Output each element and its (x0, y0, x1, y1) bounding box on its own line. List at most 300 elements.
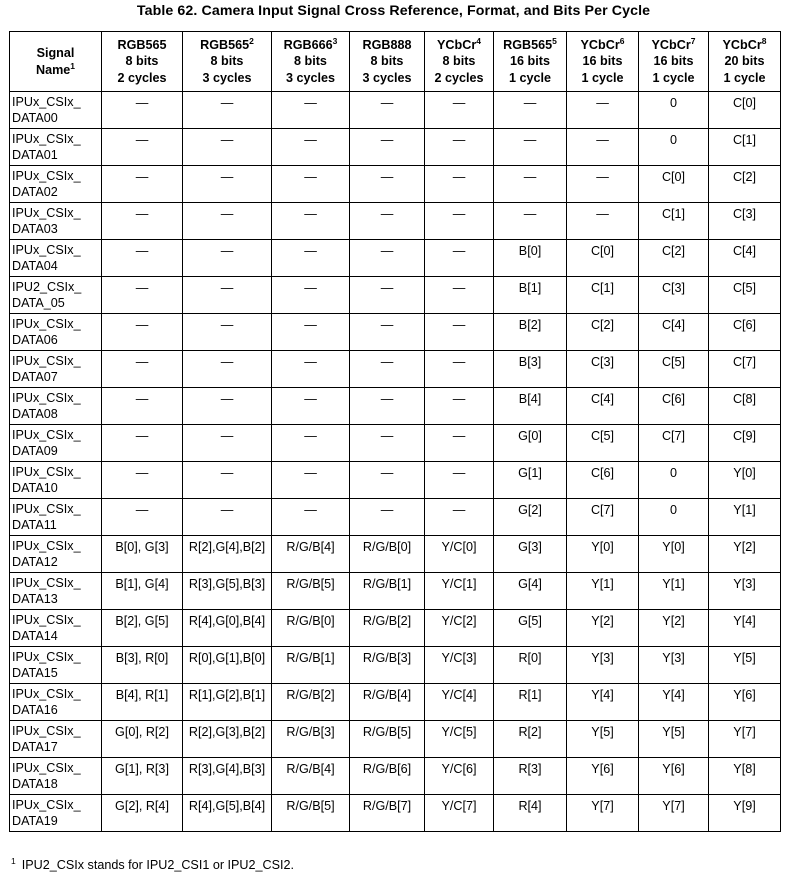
table-cell: C[0] (709, 92, 781, 129)
column-header-1 (102, 32, 183, 92)
table-cell: C[1] (639, 203, 709, 240)
signal-name-line: DATA00 (12, 111, 58, 125)
signal-name-line: IPUx_CSIx_ (12, 169, 81, 183)
footnote-reference: 8 (761, 35, 767, 46)
table-row (10, 388, 781, 425)
table-cell: C[7] (567, 499, 639, 536)
table-cell: C[4] (639, 314, 709, 351)
table-cell: G[4] (494, 573, 567, 610)
table-cell: Y[2] (567, 610, 639, 647)
table-cell: B[4] (494, 388, 567, 425)
column-header-text: YCbCr (722, 37, 762, 52)
table-cell: C[7] (709, 351, 781, 388)
table-cell: — (102, 462, 183, 499)
column-header-line: 8 bits (125, 54, 159, 69)
signal-name-line: DATA12 (12, 555, 58, 569)
table-cell: — (425, 351, 494, 388)
table-cell: — (183, 499, 272, 536)
table-cell: — (272, 388, 350, 425)
column-header-8 (639, 32, 709, 92)
footnote-reference: 5 (552, 35, 557, 46)
table-cell: R/G/B[5] (272, 573, 350, 610)
footnote-reference: 2 (249, 35, 254, 46)
table-cell: — (183, 240, 272, 277)
table-cell: B[0] (494, 240, 567, 277)
signal-name-line: IPUx_CSIx_ (12, 465, 81, 479)
table-cell: C[4] (567, 388, 639, 425)
table-cell: B[3], R[0] (102, 647, 183, 684)
signal-name-line: DATA14 (12, 629, 58, 643)
column-header-line (10, 62, 101, 79)
table-row (10, 277, 781, 314)
signal-name-line: DATA_05 (12, 296, 65, 310)
table-cell: R[4] (494, 795, 567, 832)
signal-name-line: DATA13 (12, 592, 58, 606)
table-row (10, 536, 781, 573)
table-title: Table 62. Camera Input Signal Cross Reference, Format, and Bits Per Cycle (136, 3, 651, 19)
table-cell: — (183, 462, 272, 499)
table-cell: Y[6] (567, 758, 639, 795)
signal-name-cell (10, 684, 102, 721)
table-row (10, 462, 781, 499)
table-cell: G[2] (494, 499, 567, 536)
table-cell: — (425, 240, 494, 277)
table-cell: — (350, 425, 425, 462)
footnote-mark: 1 (11, 856, 16, 866)
table-cell: — (183, 425, 272, 462)
column-header-line (425, 37, 493, 54)
table-cell: G[5] (494, 610, 567, 647)
signal-name-cell (10, 499, 102, 536)
table-cell: B[0], G[3] (102, 536, 183, 573)
signal-name-line: DATA09 (12, 444, 58, 458)
signal-name-line: IPUx_CSIx_ (12, 761, 81, 775)
signal-name-line: DATA19 (12, 814, 58, 828)
signal-name-line: IPUx_CSIx_ (12, 576, 81, 590)
table-cell: C[6] (709, 314, 781, 351)
signal-name-line: IPUx_CSIx_ (12, 539, 81, 553)
table-cell: — (272, 499, 350, 536)
column-header-text: RGB666 (283, 37, 333, 52)
table-cell: — (183, 129, 272, 166)
table-cell: B[4], R[1] (102, 684, 183, 721)
table-row (10, 314, 781, 351)
column-header-line: 8 bits (442, 54, 476, 69)
table-cell: — (494, 203, 567, 240)
signal-name-cell (10, 573, 102, 610)
signal-name-line: DATA10 (12, 481, 58, 495)
signal-name-cell (10, 203, 102, 240)
table-cell: — (425, 166, 494, 203)
footnote-reference: 1 (70, 60, 76, 71)
table-cell: C[4] (709, 240, 781, 277)
column-header-7 (567, 32, 639, 92)
column-header-line (272, 37, 349, 54)
signal-name-line: DATA18 (12, 777, 58, 791)
table-cell: Y[5] (709, 647, 781, 684)
signal-name-cell (10, 351, 102, 388)
table-cell: C[5] (567, 425, 639, 462)
signal-name-line: DATA03 (12, 222, 58, 236)
table-cell: Y[3] (639, 647, 709, 684)
table-cell: — (425, 314, 494, 351)
table-cell: Y/C[3] (425, 647, 494, 684)
table-cell: — (272, 277, 350, 314)
table-cell: Y[3] (567, 647, 639, 684)
table-cell: R[0],G[1],B[0] (183, 647, 272, 684)
table-cell: C[5] (709, 277, 781, 314)
column-header-0 (10, 32, 102, 92)
signal-name-line: IPUx_CSIx_ (12, 354, 81, 368)
table-cell: Y[5] (567, 721, 639, 758)
footnote-text: IPU2_CSIx stands for IPU2_CSI1 or IPU2_CSI2. (21, 858, 295, 872)
table-cell: C[0] (567, 240, 639, 277)
table-cell: Y[8] (709, 758, 781, 795)
table-cell: Y[1] (639, 573, 709, 610)
table-cell: — (102, 314, 183, 351)
table-cell: — (272, 351, 350, 388)
table-cell: — (425, 129, 494, 166)
signal-name-line: DATA17 (12, 740, 58, 754)
column-header-line: 20 bits (724, 54, 765, 69)
table-cell: — (350, 314, 425, 351)
column-header-6 (494, 32, 567, 92)
table-cell: — (183, 166, 272, 203)
table-cell: C[2] (567, 314, 639, 351)
table-cell: G[1], R[3] (102, 758, 183, 795)
footnote-reference: 6 (619, 35, 625, 46)
table-cell: R[1],G[2],B[1] (183, 684, 272, 721)
table-cell: B[1], G[4] (102, 573, 183, 610)
table-row (10, 351, 781, 388)
signal-name-line: DATA06 (12, 333, 58, 347)
table-cell: R/G/B[3] (272, 721, 350, 758)
signal-name-line: IPU2_CSIx_ (12, 280, 82, 294)
table-cell: — (102, 499, 183, 536)
signal-name-cell (10, 314, 102, 351)
table-cell: Y/C[2] (425, 610, 494, 647)
table-cell: G[0], R[2] (102, 721, 183, 758)
table-cell: — (183, 92, 272, 129)
table-cell: Y[0] (567, 536, 639, 573)
table-cell: — (102, 351, 183, 388)
table-cell: — (350, 129, 425, 166)
column-header-text: Name (35, 62, 71, 77)
signal-name-line: IPUx_CSIx_ (12, 132, 81, 146)
column-header-line: 2 cycles (434, 70, 484, 85)
table-cell: Y[1] (567, 573, 639, 610)
table-cell: C[6] (567, 462, 639, 499)
table-cell: 0 (639, 92, 709, 129)
table-cell: Y[2] (639, 610, 709, 647)
table-row (10, 684, 781, 721)
table-cell: R/G/B[3] (350, 647, 425, 684)
table-cell: R/G/B[7] (350, 795, 425, 832)
table-cell: Y[4] (567, 684, 639, 721)
table-cell: R/G/B[0] (350, 536, 425, 573)
signal-name-line: DATA15 (12, 666, 58, 680)
table-cell: — (350, 92, 425, 129)
table-cell: — (425, 425, 494, 462)
table-cell: Y[7] (709, 721, 781, 758)
table-cell: — (425, 499, 494, 536)
table-cell: Y[4] (709, 610, 781, 647)
table-cell: — (350, 203, 425, 240)
table-cell: — (272, 166, 350, 203)
table-row (10, 203, 781, 240)
table-cell: R[2] (494, 721, 567, 758)
table-cell: Y/C[7] (425, 795, 494, 832)
table-cell: C[1] (709, 129, 781, 166)
table-cell: C[5] (639, 351, 709, 388)
table-row (10, 129, 781, 166)
table-cell: — (567, 203, 639, 240)
signal-name-line: IPUx_CSIx_ (12, 317, 81, 331)
table-cell: C[0] (639, 166, 709, 203)
table-cell: Y[0] (709, 462, 781, 499)
table-row (10, 240, 781, 277)
table-row (10, 721, 781, 758)
table-cell: Y[6] (709, 684, 781, 721)
column-header-text: RGB565 (200, 37, 250, 52)
table-cell: C[9] (709, 425, 781, 462)
table-cell: — (494, 92, 567, 129)
signal-name-cell (10, 536, 102, 573)
column-header-line: 1 cycle (581, 70, 624, 85)
column-header-text: YCbCr (580, 37, 620, 52)
header-row (10, 32, 781, 92)
table-cell: Y[4] (639, 684, 709, 721)
signal-name-cell (10, 388, 102, 425)
table-cell: Y/C[0] (425, 536, 494, 573)
table-cell: C[2] (639, 240, 709, 277)
table-cell: — (567, 166, 639, 203)
column-header-line: 16 bits (653, 54, 694, 69)
table-cell: B[3] (494, 351, 567, 388)
table-cell: — (102, 203, 183, 240)
column-header-line (639, 37, 708, 54)
table-cell: — (350, 351, 425, 388)
column-header-4 (350, 32, 425, 92)
table-cell: — (272, 129, 350, 166)
table-cell: R[3] (494, 758, 567, 795)
table-row (10, 795, 781, 832)
table-cell: Y/C[5] (425, 721, 494, 758)
column-header-text: RGB565 (503, 37, 553, 52)
table-cell: — (350, 388, 425, 425)
column-header-line: 3 cycles (285, 70, 336, 85)
table-cell: — (425, 203, 494, 240)
table-cell: — (425, 388, 494, 425)
table-cell: 0 (639, 499, 709, 536)
table-cell: R/G/B[4] (272, 758, 350, 795)
footnote (11, 858, 294, 872)
table-cell: R/G/B[4] (350, 684, 425, 721)
table-cell: — (567, 92, 639, 129)
table-cell: R[4],G[0],B[4] (183, 610, 272, 647)
signal-name-line: DATA08 (12, 407, 58, 421)
table-cell: — (350, 240, 425, 277)
table-cell: — (425, 92, 494, 129)
signal-name-line: DATA16 (12, 703, 58, 717)
table-cell: — (272, 92, 350, 129)
table-row (10, 573, 781, 610)
column-header-line: 1 cycle (508, 70, 552, 85)
table-cell: C[1] (567, 277, 639, 314)
signal-name-cell (10, 758, 102, 795)
table-cell: Y/C[1] (425, 573, 494, 610)
table-cell: — (183, 314, 272, 351)
column-header-line: 8 bits (370, 54, 404, 69)
column-header-line (567, 37, 638, 54)
table-cell: R[3],G[5],B[3] (183, 573, 272, 610)
table-cell: G[3] (494, 536, 567, 573)
table-cell: Y[0] (639, 536, 709, 573)
table-cell: Y[6] (639, 758, 709, 795)
signal-name-line: IPUx_CSIx_ (12, 613, 81, 627)
column-header-line: 16 bits (510, 54, 550, 69)
table-cell: — (102, 388, 183, 425)
table-cell: R/G/B[6] (350, 758, 425, 795)
table-cell: — (183, 277, 272, 314)
table-cell: — (272, 240, 350, 277)
signal-name-cell (10, 795, 102, 832)
column-header-3 (272, 32, 350, 92)
table-cell: Y/C[6] (425, 758, 494, 795)
table-cell: R[2],G[3],B[2] (183, 721, 272, 758)
table-row (10, 610, 781, 647)
table-cell: C[3] (639, 277, 709, 314)
table-cell: — (102, 129, 183, 166)
signal-name-line: IPUx_CSIx_ (12, 502, 81, 516)
column-header-line: 8 bits (294, 54, 327, 69)
table-cell: R/G/B[4] (272, 536, 350, 573)
table-cell: R/G/B[2] (350, 610, 425, 647)
signal-name-line: DATA02 (12, 185, 58, 199)
table-cell: C[3] (567, 351, 639, 388)
table-cell: Y/C[4] (425, 684, 494, 721)
table-cell: — (102, 166, 183, 203)
table-cell: — (272, 462, 350, 499)
column-header-line: Signal (36, 46, 75, 60)
table-cell: — (183, 388, 272, 425)
table-cell: R/G/B[0] (272, 610, 350, 647)
footnote-reference: 4 (476, 35, 481, 46)
column-header-line (183, 37, 271, 54)
signal-name-line: DATA04 (12, 259, 58, 273)
signal-name-line: DATA11 (12, 518, 57, 532)
table-cell: Y[1] (709, 499, 781, 536)
table-cell: — (567, 129, 639, 166)
signal-name-line: IPUx_CSIx_ (12, 798, 81, 812)
table-cell: 0 (639, 462, 709, 499)
column-header-text: YCbCr (651, 37, 691, 52)
table-cell: — (350, 499, 425, 536)
table-cell: — (102, 425, 183, 462)
table-cell: — (102, 240, 183, 277)
table-cell: C[8] (709, 388, 781, 425)
table-cell: — (102, 277, 183, 314)
table-cell: — (183, 203, 272, 240)
signal-name-cell (10, 240, 102, 277)
signal-name-cell (10, 277, 102, 314)
signal-name-cell (10, 425, 102, 462)
column-header-text: YCbCr (437, 37, 477, 52)
table-cell: G[1] (494, 462, 567, 499)
table-cell: R[2],G[4],B[2] (183, 536, 272, 573)
table-cell: Y[5] (639, 721, 709, 758)
column-header-line: 1 cycle (723, 70, 766, 85)
footnote-reference: 3 (332, 35, 338, 46)
table-row (10, 92, 781, 129)
table-cell: C[7] (639, 425, 709, 462)
footnote-reference: 7 (690, 35, 696, 46)
signal-name-line: IPUx_CSIx_ (12, 391, 81, 405)
column-header-5 (425, 32, 494, 92)
signal-name-line: IPUx_CSIx_ (12, 650, 81, 664)
signal-name-line: IPUx_CSIx_ (12, 95, 81, 109)
column-header-9 (709, 32, 781, 92)
signal-name-cell (10, 166, 102, 203)
signal-name-cell (10, 462, 102, 499)
table-cell: R/G/B[2] (272, 684, 350, 721)
table-row (10, 425, 781, 462)
table-cell: — (494, 129, 567, 166)
signal-name-cell (10, 610, 102, 647)
column-header-line: 16 bits (582, 54, 623, 69)
signal-name-cell (10, 647, 102, 684)
table-cell: B[2], G[5] (102, 610, 183, 647)
table-cell: Y[7] (567, 795, 639, 832)
table-row (10, 647, 781, 684)
table-body (10, 92, 781, 832)
table-cell: Y[2] (709, 536, 781, 573)
table-cell: — (425, 277, 494, 314)
signal-cross-reference-table (9, 31, 781, 832)
signal-name-line: IPUx_CSIx_ (12, 243, 81, 257)
column-header-line: 3 cycles (362, 70, 412, 85)
table-cell: C[2] (709, 166, 781, 203)
column-header-line: 3 cycles (202, 70, 252, 85)
table-row (10, 166, 781, 203)
column-header-line: 2 cycles (117, 70, 167, 85)
signal-name-line: IPUx_CSIx_ (12, 206, 81, 220)
table-row (10, 758, 781, 795)
column-header-line: 1 cycle (652, 70, 695, 85)
signal-name-line: DATA01 (12, 148, 58, 162)
table-cell: Y[7] (639, 795, 709, 832)
table-cell: G[2], R[4] (102, 795, 183, 832)
table-cell: — (272, 425, 350, 462)
table-cell: R/G/B[1] (272, 647, 350, 684)
table-cell: R[4],G[5],B[4] (183, 795, 272, 832)
signal-name-line: IPUx_CSIx_ (12, 724, 81, 738)
table-cell: R/G/B[1] (350, 573, 425, 610)
table-cell: — (350, 462, 425, 499)
table-cell: — (272, 203, 350, 240)
table-cell: 0 (639, 129, 709, 166)
table-cell: R/G/B[5] (350, 721, 425, 758)
table-cell: — (183, 351, 272, 388)
column-header-line (494, 37, 566, 54)
table-cell: B[1] (494, 277, 567, 314)
table-cell: — (494, 166, 567, 203)
table-cell: G[0] (494, 425, 567, 462)
column-header-line: 8 bits (210, 54, 244, 69)
table-cell: C[6] (639, 388, 709, 425)
signal-name-cell (10, 129, 102, 166)
table-cell: R[3],G[4],B[3] (183, 758, 272, 795)
